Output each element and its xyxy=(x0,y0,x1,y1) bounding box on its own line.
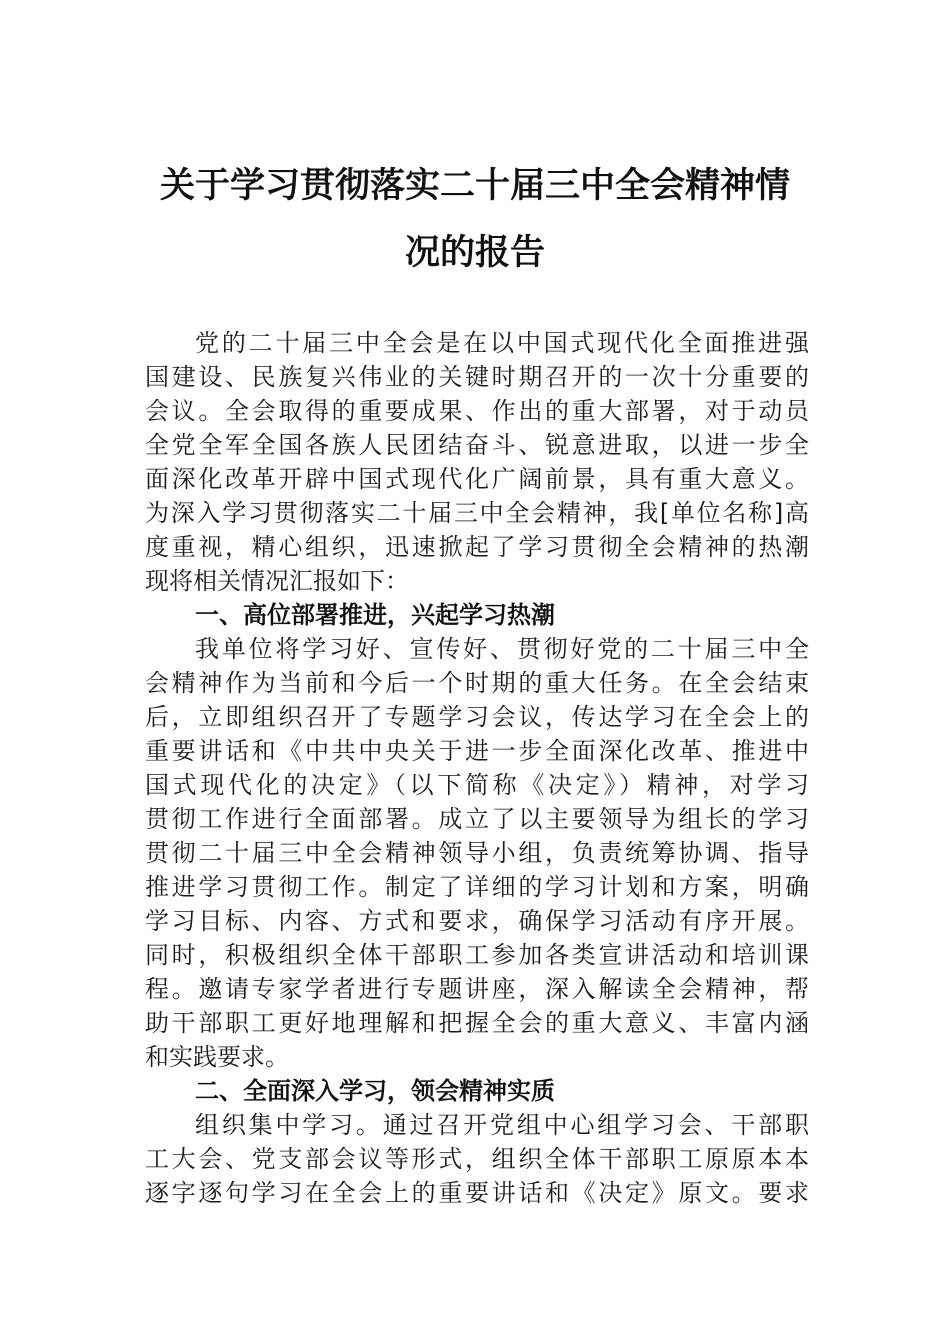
document-title-line-2: 况的报告 xyxy=(404,232,545,273)
document-body xyxy=(145,326,809,1210)
paragraph-line: 面深化改革开辟中国式现代化广阔前景，具有重大意义。 xyxy=(145,465,809,493)
document-title-line-1: 关于学习贯彻落实二十届三中全会精神情 xyxy=(159,165,790,206)
paragraph-line: 会精神作为当前和今后一个时期的重大任务。在全会结束 xyxy=(145,669,809,697)
section-heading-2: 二、全面深入学习，领会精神实质 xyxy=(195,1077,555,1105)
paragraph-line: 我单位将学习好、宣传好、贯彻好党的二十届三中全 xyxy=(195,635,809,663)
paragraph-line: 同时，积极组织全体干部职工参加各类宣讲活动和培训课 xyxy=(145,941,809,969)
paragraph-line: 助干部职工更好地理解和把握全会的重大意义、丰富内涵 xyxy=(145,1009,809,1037)
paragraph-line: 党的二十届三中全会是在以中国式现代化全面推进强 xyxy=(195,329,809,357)
paragraph-line: 度重视，精心组织，迅速掀起了学习贯彻全会精神的热潮 xyxy=(145,533,809,561)
paragraph-line: 会议。全会取得的重要成果、作出的重大部署，对于动员 xyxy=(145,397,809,425)
paragraph-line: 工大会、党支部会议等形式，组织全体干部职工原原本本 xyxy=(145,1145,809,1173)
section-heading-1: 一、高位部署推进，兴起学习热潮 xyxy=(195,601,555,629)
paragraph-line: 全党全军全国各族人民团结奋斗、锐意进取，以进一步全 xyxy=(145,431,809,459)
paragraph-line: 重要讲话和《中共中央关于进一步全面深化改革、推进中 xyxy=(145,737,809,765)
paragraph-line: 程。邀请专家学者进行专题讲座，深入解读全会精神，帮 xyxy=(145,975,809,1003)
paragraph-line: 推进学习贯彻工作。制定了详细的学习计划和方案，明确 xyxy=(145,873,809,901)
paragraph-line: 学习目标、内容、方式和要求，确保学习活动有序开展。 xyxy=(145,907,809,935)
paragraph-line: 后，立即组织召开了专题学习会议，传达学习在全会上的 xyxy=(145,703,809,731)
paragraph-line: 国式现代化的决定》（以下简称《决定》）精神，对学习 xyxy=(145,771,809,799)
paragraph-line: 贯彻工作进行全面部署。成立了以主要领导为组长的学习 xyxy=(145,805,809,833)
paragraph-line: 为深入学习贯彻落实二十届三中全会精神，我[单位名称]高 xyxy=(145,499,809,527)
paragraph-line: 贯彻二十届三中全会精神领导小组，负责统筹协调、指导 xyxy=(145,839,809,867)
paragraph-line: 组织集中学习。通过召开党组中心组学习会、干部职 xyxy=(195,1111,809,1139)
paragraph-line: 国建设、民族复兴伟业的关键时期召开的一次十分重要的 xyxy=(145,363,809,391)
paragraph-line: 逐字逐句学习在全会上的重要讲话和《决定》原文。要求 xyxy=(145,1179,809,1207)
paragraph-line: 和实践要求。 xyxy=(145,1043,289,1071)
paragraph-line: 现将相关情况汇报如下： xyxy=(145,567,409,595)
